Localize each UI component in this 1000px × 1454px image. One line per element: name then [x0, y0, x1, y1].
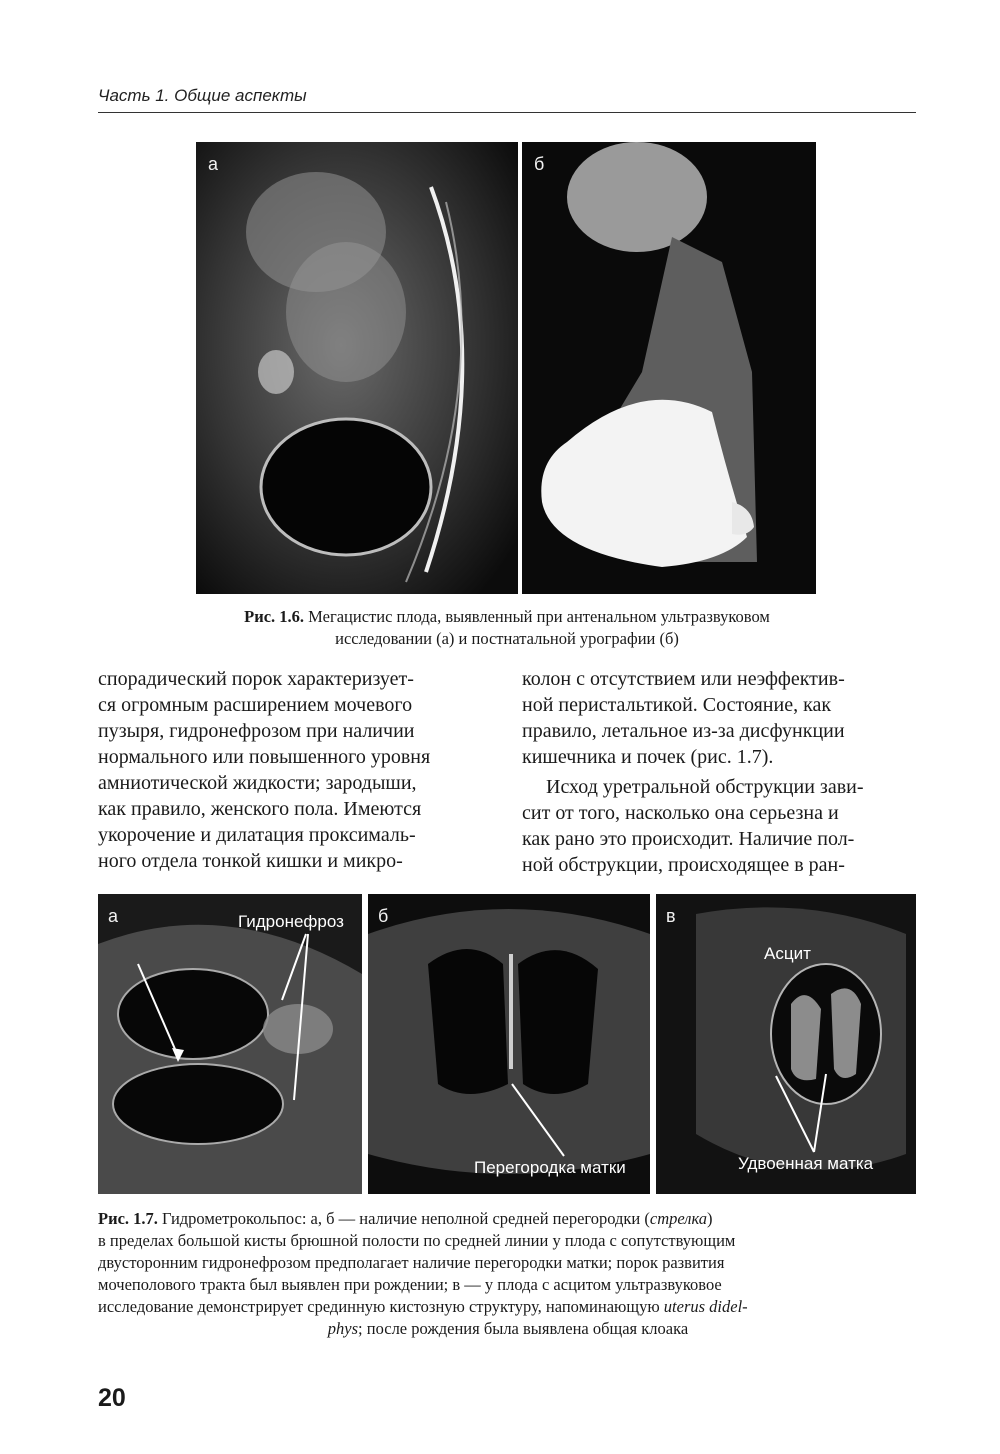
- label-uterine-septum: Перегородка матки: [474, 1158, 626, 1177]
- body-line: ной перистальтикой. Состояние, как: [522, 694, 832, 716]
- caption-1-6-line-1: Рис. 1.6. Мегацистис плода, выявленный при антенальном ультразвуковом: [244, 607, 770, 626]
- body-line: ного отдела тонкой кишки и микро-: [98, 850, 403, 872]
- body-line: ной обструкции, происходящее в ран-: [522, 854, 845, 876]
- panel-letter-a: а: [208, 154, 219, 174]
- body-line: ся огромным расширением мочевого: [98, 694, 413, 716]
- figure-1-7-panel-b-ultrasound: [368, 894, 650, 1194]
- body-line: Исход уретральной обструкции зави-: [546, 776, 864, 798]
- ultrasound-image-a: [196, 142, 518, 594]
- body-line: амниотической жидкости; зародыши,: [98, 772, 417, 794]
- running-head: Часть 1. Общие аспекты: [98, 86, 307, 105]
- caption-1-6-label: Рис. 1.6.: [244, 607, 305, 626]
- caption-1-7-line-3: двусторонним гидронефрозом предполагает наличие перегородки матки; порок развития: [98, 1253, 725, 1272]
- figure-1-7-panel-c-ultrasound: [656, 894, 916, 1194]
- figure-1-6-panel-b-urography: [522, 142, 816, 594]
- label-hydronephrosis: Гидронефроз: [238, 912, 344, 931]
- caption-1-7-line-1: Рис. 1.7. Гидрометрокольпос: а, б — наличие неполной средней перегородки (стрелка): [98, 1209, 713, 1228]
- figure-1-6-panel-a-ultrasound: [196, 142, 518, 594]
- figure-1-7-panel-a-ultrasound: [98, 894, 362, 1194]
- caption-1-7-label: Рис. 1.7.: [98, 1209, 158, 1228]
- body-column-left: [98, 666, 491, 874]
- caption-1-7-line-4: мочеполового тракта был выявлен при рождении; в — у плода с асцитом ультразвуковое: [98, 1275, 722, 1294]
- body-column-right: [522, 666, 916, 878]
- panel-letter-c: в: [666, 906, 676, 926]
- panel-letter-b: б: [534, 154, 545, 174]
- caption-1-7-line-2: в пределах большой кисты брюшной полости по средней линии у плода с сопутствующим: [98, 1231, 736, 1250]
- body-line: кишечника и почек (рис. 1.7).: [522, 746, 774, 768]
- caption-1-6-line-2: исследовании (а) и постнатальной урографии (б): [335, 629, 679, 648]
- body-line: нормального или повышенного уровня: [98, 746, 431, 768]
- body-line: как рано это происходит. Наличие пол-: [522, 828, 855, 850]
- label-ascites: Асцит: [764, 944, 811, 963]
- ultrasound-image-1-7-b: [368, 894, 650, 1194]
- panel-letter-b: б: [378, 906, 389, 926]
- body-line: правило, летальное из-за дисфункции: [522, 720, 845, 742]
- header-rule: [98, 112, 916, 113]
- figure-1-6-caption: [98, 606, 916, 650]
- body-line: пузыря, гидронефрозом при наличии: [98, 720, 415, 742]
- caption-1-7-line-6: phys; после рождения была выявлена общая клоака: [327, 1319, 689, 1338]
- body-line: спорадический порок характеризует-: [98, 668, 414, 690]
- label-double-uterus: Удвоенная матка: [738, 1154, 874, 1173]
- figure-1-7-caption: [98, 1208, 918, 1340]
- body-line: как правило, женского пола. Имеются: [98, 798, 422, 820]
- body-line: укорочение и дилатация проксималь-: [98, 824, 416, 846]
- ultrasound-image-1-7-a: [98, 894, 362, 1194]
- ultrasound-image-1-7-c: [656, 894, 916, 1194]
- caption-1-7-line-5: исследование демонстрирует срединную кистозную структуру, напоминающую uterus didel-: [98, 1297, 748, 1316]
- urography-image-b: [522, 142, 816, 594]
- body-line: колон с отсутствием или неэффектив-: [522, 668, 845, 690]
- panel-letter-a: а: [108, 906, 119, 926]
- body-line: сит от того, насколько она серьезна и: [522, 802, 839, 824]
- page-number: 20: [98, 1384, 126, 1412]
